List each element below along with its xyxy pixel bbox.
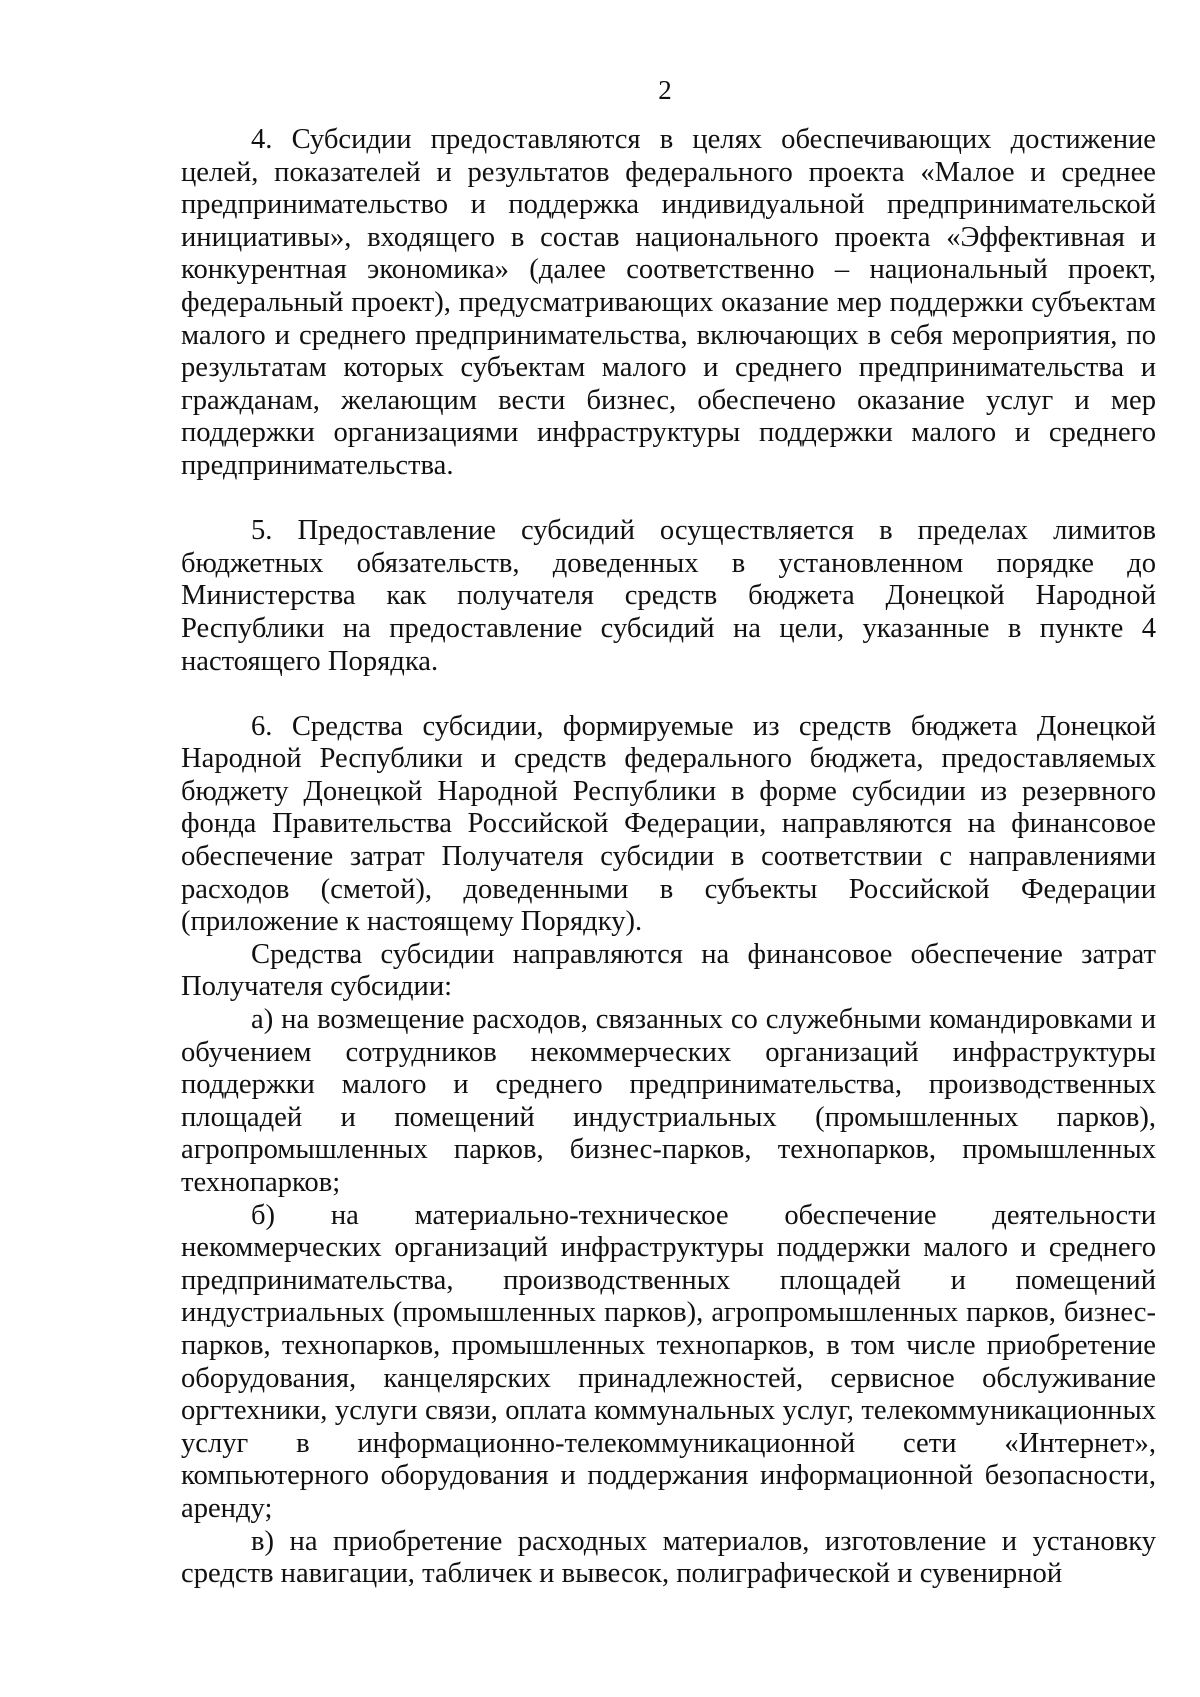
list-item-a: а) на возмещение расходов, связанных со служебными командировками и обучением сотрудников некоммерческих организаций инфраструктуры поддержки малого и среднего предпринимательства, производственных площадей и помещений индустриальных (промышленных парков), агропромышленных парков, бизнес-парков, технопарков, промышленных технопарков; — [181, 1004, 1156, 1198]
paragraph-4: 4. Субсидии предоставляются в целях обеспечивающих достижение целей, показателей и результатов федерального проекта «Малое и среднее предпринимательство и поддержка индивидуальной предпринимательской инициативы», входящего в состав национального проекта «Эффективная и конкурентная экономика» (далее соответственно – национальный проект, федеральный проект), предусматривающих оказание мер поддержки субъектам малого и среднего предпринимательства, включающих в себя мероприятия, по результатам которых субъектам малого и среднего предпринимательства и гражданам, желающим вести бизнес, обеспечено оказание услуг и мер поддержки организациями инфраструктуры поддержки малого и среднего предпринимательства. — [181, 124, 1156, 481]
paragraph-6: 6. Средства субсидии, формируемые из средств бюджета Донецкой Народной Республики и средств федерального бюджета, предоставляемых бюджету Донецкой Народной Республики в форме субсидии из резервного фонда Правительства Российской Федерации, направляются на финансовое обеспечение затрат Получателя субсидии в соответствии с направлениями расходов (сметой), доведенными в субъекты Российской Федерации (приложение к настоящему Порядку). — [181, 710, 1156, 938]
list-item-b: б) на материально-техническое обеспечение деятельности некоммерческих организаций инфраструктуры поддержки малого и среднего предпринимательства, производственных площадей и помещений индустриальных (промышленных парков), агропромышленных парков, бизнес-парков, технопарков, промышленных технопарков, в том числе приобретение оборудования, канцелярских принадлежностей, сервисное обслуживание оргтехники, услуги связи, оплата коммунальных услуг, телекоммуникационных услуг в информационно-телекоммуникационной сети «Интернет», компьютерного оборудования и поддержания информационной безопасности, аренду; — [181, 1199, 1156, 1524]
paragraph-5: 5. Предоставление субсидий осуществляется в пределах лимитов бюджетных обязательств, доведенных в установленном порядке до Министерства как получателя средств бюджета Донецкой Народной Республики на предоставление субсидий на цели, указанные в пункте 4 настоящего Порядка. — [181, 515, 1156, 677]
list-item-c: в) на приобретение расходных материалов, изготовление и установку средств навигации, табличек и вывесок, полиграфической и сувенирной — [181, 1525, 1156, 1590]
document-body — [181, 124, 1156, 1591]
paragraph-6-intro: Средства субсидии направляются на финансовое обеспечение затрат Получателя субсидии: — [181, 938, 1156, 1003]
page-number: 2 — [658, 75, 672, 105]
